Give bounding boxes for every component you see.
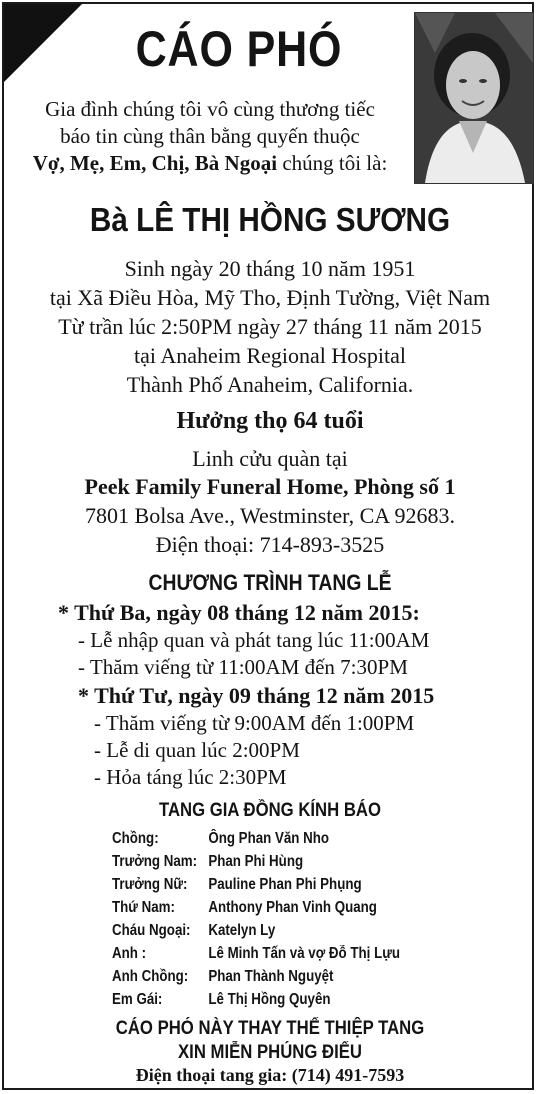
family-member-name: Pauline Phan Phi Phụng [208, 876, 362, 893]
family-member-name: Anthony Phan Vinh Quang [208, 899, 377, 916]
birthplace: tại Xã Điều Hòa, Mỹ Tho, Định Tường, Việt Nam [49, 285, 491, 310]
family-member-row [112, 853, 422, 871]
family-phone: Điện thoại tang gia: (714) 491-7593 [135, 1065, 405, 1085]
family-member-name: Lê Minh Tấn và vợ Đỗ Thị Lựu [208, 945, 401, 962]
death-date: Từ trần lúc 2:50PM ngày 27 tháng 11 năm 2015 [58, 314, 482, 339]
age-at-death: Hưởng thọ 64 tuổi [176, 408, 364, 434]
day-1-item-2: - Thăm viếng từ 11:00AM đến 7:30PM [78, 655, 408, 679]
day-2-item-1: - Thăm viếng từ 9:00AM đến 1:00PM [94, 711, 415, 735]
footer-no-condolence: XIN MIỄN PHÚNG ĐIẾU [178, 1042, 362, 1063]
portrait-photo [414, 12, 534, 184]
day-2-item-3: - Hỏa táng lúc 2:30PM [94, 765, 287, 789]
family-member-row [112, 830, 422, 848]
mourning-corner-band [4, 4, 82, 82]
funeral-home-intro: Linh cửu quàn tại [192, 446, 348, 471]
family-member-row [112, 968, 422, 986]
intro-line-1: Gia đình chúng tôi vô cùng thương tiếc [45, 97, 375, 121]
birth-date: Sinh ngày 20 tháng 10 năm 1951 [124, 256, 416, 281]
family-member-row [112, 945, 422, 963]
family-relation: Em Gái: [112, 991, 163, 1008]
family-member-row [112, 876, 422, 894]
footer-notice: CÁO PHÓ NÀY THAY THẾ THIỆP TANG [115, 1018, 425, 1039]
funeral-home-address: 7801 Bolsa Ave., Westminster, CA 92683. [85, 503, 455, 528]
family-member-name: Lê Thị Hồng Quyên [208, 991, 331, 1008]
intro-line-2: báo tin cùng thân bằng quyến thuộc [60, 124, 360, 148]
family-relation: Cháu Ngoại: [112, 922, 191, 939]
family-member-row [112, 991, 422, 1009]
obituary-card [2, 2, 534, 1090]
death-place: tại Anaheim Regional Hospital [134, 343, 406, 368]
family-relation: Trưởng Nữ: [112, 876, 188, 893]
family-heading: TANG GIA ĐỒNG KÍNH BÁO [158, 800, 382, 821]
day-2-item-2: - Lễ di quan lúc 2:00PM [94, 738, 300, 762]
day-2-title: * Thứ Tư, ngày 09 tháng 12 năm 2015 [78, 683, 435, 708]
family-relation: Anh : [112, 945, 147, 962]
family-member-name: Phan Phi Hùng [208, 853, 304, 870]
intro-line-3-rest: chúng tôi là: [277, 151, 388, 175]
family-member-name: Ông Phan Văn Nho [208, 830, 330, 847]
family-relation: Trưởng Nam: [112, 853, 198, 870]
deceased-name: Bà LÊ THỊ HỒNG SƯƠNG [89, 201, 451, 238]
death-city: Thành Phố Anaheim, California. [126, 372, 414, 397]
day-1-title: * Thứ Ba, ngày 08 tháng 12 năm 2015: [58, 600, 420, 625]
obituary-title: CÁO PHÓ [135, 21, 343, 77]
family-relation: Thứ Nam: [112, 899, 175, 916]
family-member-row [112, 922, 422, 940]
family-relation: Anh Chồng: [112, 968, 189, 985]
intro-paragraph [10, 96, 410, 177]
day-1-item-1: - Lễ nhập quan và phát tang lúc 11:00AM [78, 628, 430, 652]
program-heading: CHƯƠNG TRÌNH TANG LỄ [148, 570, 392, 595]
funeral-home-name: Peek Family Funeral Home, Phòng số 1 [84, 474, 456, 499]
family-member-name: Phan Thành Nguyệt [208, 968, 334, 985]
funeral-home-phone: Điện thoại: 714-893-3525 [155, 532, 385, 557]
intro-line-3 [10, 150, 410, 177]
family-member-row [112, 899, 422, 917]
family-member-name: Katelyn Ly [208, 922, 276, 939]
family-relation: Chồng: [112, 830, 159, 847]
relations-list: Vợ, Mẹ, Em, Chị, Bà Ngoại [32, 151, 278, 175]
